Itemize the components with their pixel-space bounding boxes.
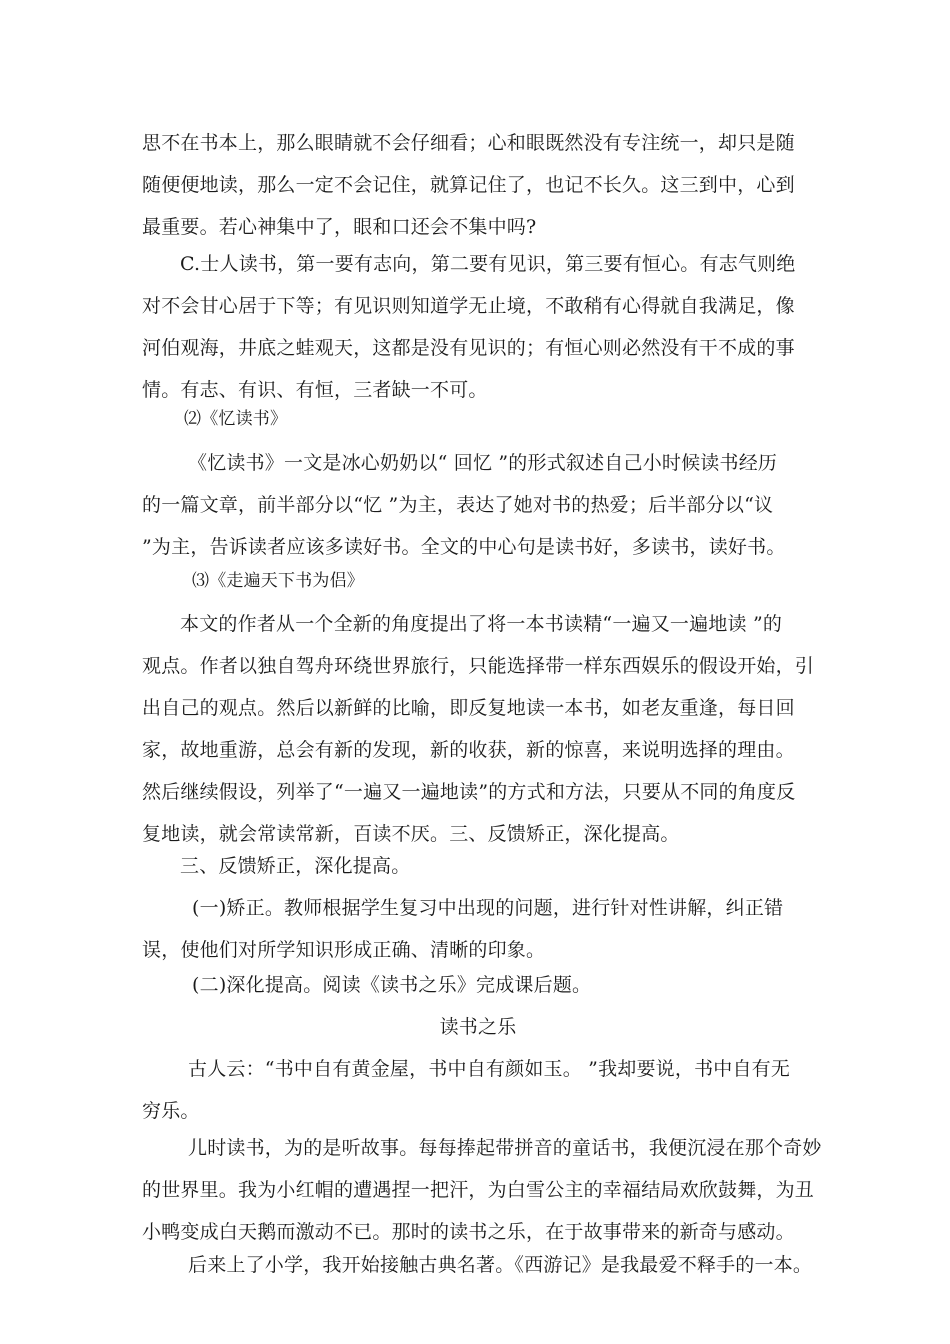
paragraph <box>142 243 814 411</box>
text-line: 小鸭变成白天鹅而激动不已。那时的读书之乐，在于故事带来的新奇与感动。 <box>142 1221 795 1243</box>
text-line: 后来上了小学，我开始接触古典名著。《西游记》是我最爱不释手的一本。 <box>188 1254 813 1276</box>
text-line: 对不会甘心居于下等；有见识则知道学无止境，不敢稍有心得就自我满足，像 <box>142 295 795 317</box>
section-title <box>142 1006 814 1048</box>
text-line: 《忆读书》一文是冰心奶奶以“ 回忆 ”的形式叙述自己小时候读书经历 <box>188 452 778 474</box>
text-line: 随便便地读，那么一定不会记住，就算记住了，也记不长久。这三到中，心到 <box>142 174 795 196</box>
text-line: 然后继续假设，列举了“一遍又一遍地读”的方式和方法，只要从不同的角度反 <box>142 781 796 803</box>
text-line: 儿时读书，为的是听故事。每每捧起带拼音的童话书，我便沉浸在那个奇妙 <box>188 1137 822 1159</box>
text-line: 河伯观海，井底之蛙观天，这都是没有见识的；有恒心则必然没有干不成的事 <box>142 337 795 359</box>
text-line: 思不在书本上，那么眼睛就不会仔细看；心和眼既然没有专注统一，却只是随 <box>142 132 795 154</box>
section-heading <box>142 560 814 602</box>
text-line: 读书之乐 <box>439 1016 517 1038</box>
text-line: (一)矫正。教师根据学生复习中出现的问题，进行针对性讲解，纠正错 <box>192 897 784 919</box>
paragraph <box>142 442 814 568</box>
text-line: 的世界里。我为小红帽的遭遇捏一把汗，为白雪公主的幸福结局欢欣鼓舞，为丑 <box>142 1179 815 1201</box>
paragraph <box>142 603 814 855</box>
text-line: 出自己的观点。然后以新鲜的比喻，即反复地读一本书，如老友重逢，每日回 <box>142 697 795 719</box>
text-line: 穷乐。 <box>142 1100 200 1122</box>
text-line: (二)深化提高。阅读《读书之乐》完成课后题。 <box>192 974 592 996</box>
text-line: 古人云：“书中自有黄金屋，书中自有颜如玉。 ”我却要说，书中自有无 <box>188 1058 791 1080</box>
text-line: 最重要。若心神集中了，眼和口还会不集中吗? <box>142 216 537 238</box>
paragraph <box>142 964 814 1006</box>
text-line: 家，故地重游，总会有新的发现，新的收获，新的惊喜，来说明选择的理由。 <box>142 739 795 761</box>
text-line: 本文的作者从一个全新的角度提出了将一本书读精“一遍又一遍地读 ”的 <box>180 613 783 635</box>
text-line: ⑵《忆读书》 <box>184 409 288 429</box>
paragraph <box>142 122 814 248</box>
paragraph <box>142 1127 822 1253</box>
text-line: ⑶《走遍天下书为侣》 <box>192 571 364 591</box>
text-line: 误，使他们对所学知识形成正确、清晰的印象。 <box>142 939 546 961</box>
text-line: 观点。作者以独自驾舟环绕世界旅行，只能选择带一样东西娱乐的假设开始，引 <box>142 655 815 677</box>
text-line: 情。有志、有识、有恒，三者缺一不可。 <box>142 379 488 401</box>
paragraph <box>142 845 814 887</box>
text-line: ”为主，告诉读者应该多读好书。全文的中心句是读书好，多读书，读好书。 <box>142 536 786 558</box>
paragraph <box>142 887 814 971</box>
text-line: C.士人读书，第一要有志向，第二要有见识，第三要有恒心。有志气则绝 <box>180 253 796 275</box>
paragraph <box>142 1244 814 1286</box>
text-line: 的一篇文章，前半部分以“忆 ”为主，表达了她对书的热爱；后半部分以“议 <box>142 494 774 516</box>
paragraph <box>142 1048 814 1132</box>
section-heading <box>142 398 814 440</box>
text-line: 复地读，就会常读常新，百读不厌。三、反馈矫正，深化提高。 <box>142 823 680 845</box>
text-line: 三、反馈矫正，深化提高。 <box>180 855 411 877</box>
